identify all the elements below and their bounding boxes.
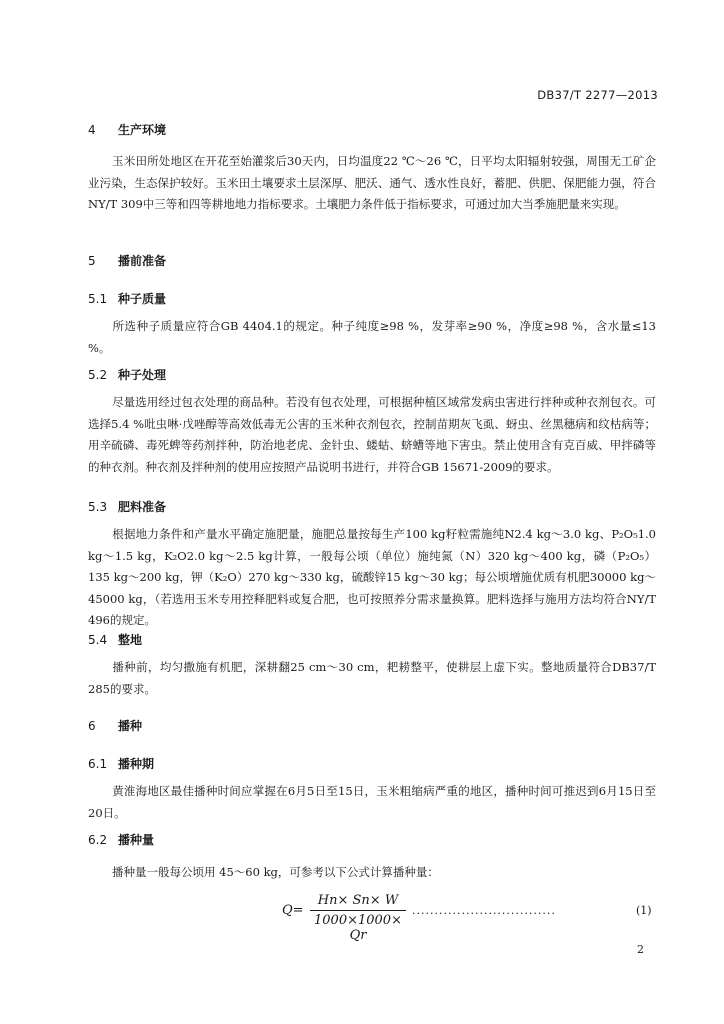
formula-lhs: Q=	[282, 903, 304, 918]
paragraph-5-2	[88, 392, 656, 478]
heading-5-1	[88, 290, 166, 307]
heading-title: 种子处理	[118, 368, 167, 382]
heading-4	[88, 121, 166, 138]
paragraph-6-1	[88, 781, 656, 824]
heading-number: 4	[88, 123, 96, 137]
heading-number: 6	[88, 719, 96, 733]
heading-title: 播种期	[118, 757, 155, 771]
paragraph-text: 根据地力条件和产量水平确定施肥量，施肥总量按每生产100 kg籽粒需施纯N2.4 kg～3.0 kg、P₂O₅1.0 kg～1.5 kg，K₂O2.0 kg～2.5 kg计算，一般每公顷（单位）施纯氮（N）320 kg～400 kg，磷（P₂O₅）135 kg～200 kg，钾（K₂O）270 kg～330 kg，硫酸锌15 kg～30 kg；每公顷增施优质有机肥30000 kg～45000 kg，（若选用玉米专用控释肥料或复合肥，也可按照养分需求量换算。肥料选择与施用方法均符合NY/T 496的规定。	[88, 527, 656, 627]
heading-5-3	[88, 498, 166, 515]
equation-number: (1)	[636, 904, 652, 917]
heading-title: 播前准备	[118, 254, 167, 268]
paragraph-text: 黄淮海地区最佳播种时间应掌握在6月5日至15日，玉米粗缩病严重的地区，播种时间可推迟到6月15日至20日。	[88, 784, 656, 820]
heading-number: 5	[88, 254, 96, 268]
heading-number: 5.1	[88, 292, 108, 306]
heading-6	[88, 717, 142, 734]
paragraph-text: 所选种子质量应符合GB 4404.1的规定。种子纯度≥98 %，发芽率≥90 %，净度≥98 %，含水量≤13 %。	[88, 319, 656, 355]
paragraph-5-1	[88, 316, 656, 359]
heading-number: 5.2	[88, 368, 108, 382]
paragraph-6-2	[88, 862, 656, 884]
heading-6-1	[88, 755, 154, 772]
standard-code: DB37/T 2277—2013	[537, 88, 658, 102]
heading-number: 5.4	[88, 633, 108, 647]
heading-5-4	[88, 631, 142, 648]
paragraph-text: 播种量一般每公顷用 45～60 kg，可参考以下公式计算播种量：	[112, 865, 439, 879]
heading-title: 肥料准备	[118, 500, 167, 514]
heading-title: 种子质量	[118, 292, 167, 306]
formula-numerator: Hn× Sn× W	[317, 893, 399, 908]
heading-5	[88, 252, 166, 269]
paragraph-4	[88, 151, 656, 216]
paragraph-text: 玉米田所处地区在开花至始灌浆后30天内，日均温度22 ℃～26 ℃，日平均太阳辐射较强，周围无工矿企业污染，生态保护较好。玉米田土壤要求土层深厚、肥沃、通气、透水性良好，蓄肥、供肥、保肥能力强，符合NY/T 309中三等和四等耕地地力指标要求。土壤肥力条件低于指标要求，可通过加大当季施肥量来实现。	[88, 154, 656, 211]
heading-title: 播种量	[118, 833, 155, 847]
formula-denominator: 1000×1000× Qr	[314, 913, 402, 943]
heading-title: 整地	[118, 633, 143, 647]
heading-number: 5.3	[88, 500, 108, 514]
heading-title: 播种	[118, 719, 143, 733]
paragraph-text: 尽量选用经过包衣处理的商品种。若没有包衣处理，可根据种植区域常发病虫害进行拌种或种衣剂包衣。可选择5.4 %吡虫啉·戊唑醇等高效低毒无公害的玉米种衣剂包衣，控制苗期灰飞虱、蚜虫、丝黑穗病和纹枯病等；用辛硫磷、毒死蜱等药剂拌种，防治地老虎、金针虫、蝼蛄、蛴螬等地下害虫。禁止使用含有克百威、甲拌磷等的种衣剂。种衣剂及拌种剂的使用应按照产品说明书进行，并符合GB 15671-2009的要求。	[88, 395, 656, 474]
heading-number: 6.1	[88, 757, 108, 771]
paragraph-5-3	[88, 524, 656, 632]
paragraph-5-4	[88, 657, 656, 700]
heading-5-2	[88, 366, 166, 383]
formula-fraction	[308, 893, 408, 943]
page-number: 2	[637, 943, 644, 956]
heading-6-2	[88, 831, 154, 848]
heading-title: 生产环境	[118, 123, 167, 137]
heading-number: 6.2	[88, 833, 108, 847]
paragraph-text: 播种前，均匀撒施有机肥，深耕翻25 cm～30 cm，耙耢整平，使耕层上虚下实。整地质量符合DB37/T 285的要求。	[88, 660, 656, 696]
leader-dots: ................................	[412, 904, 556, 917]
